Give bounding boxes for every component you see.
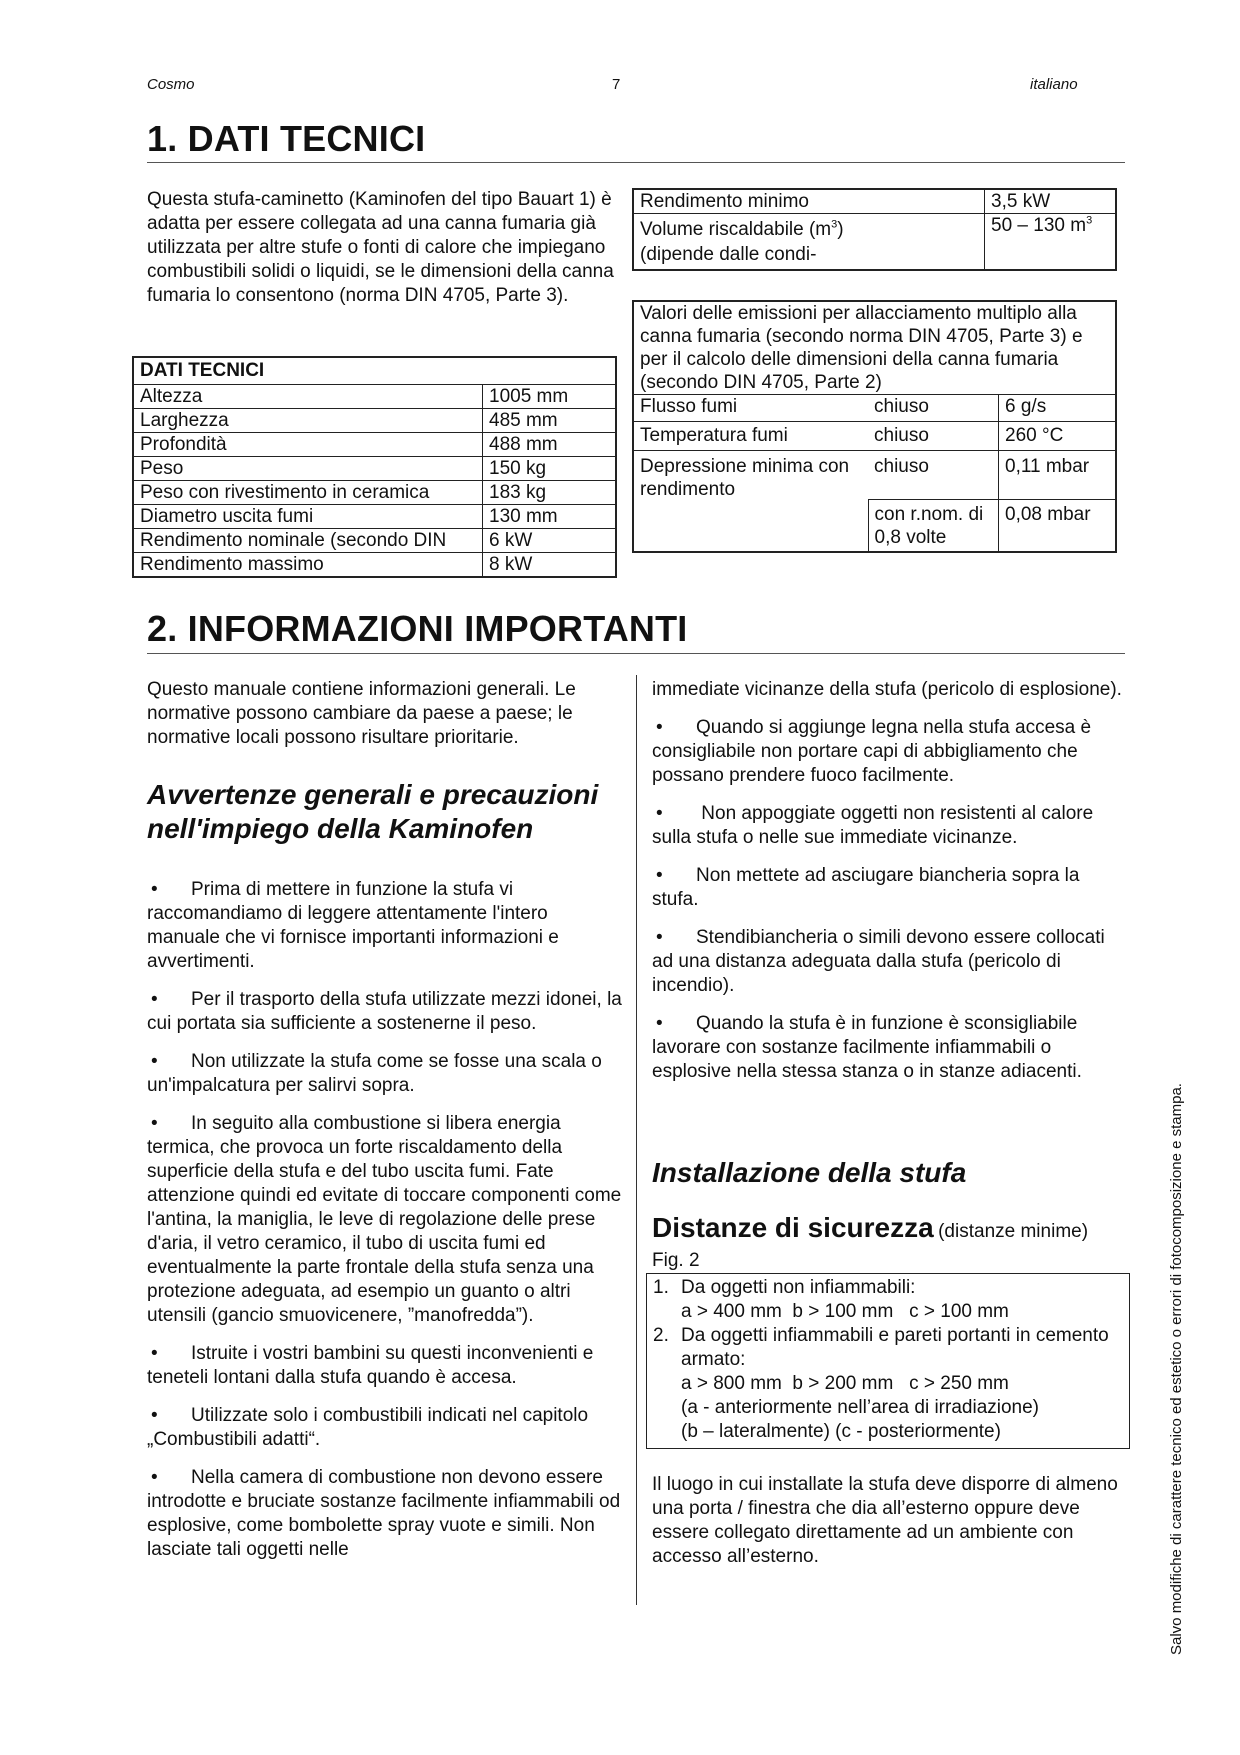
table-row [133, 409, 616, 433]
list-item: • Utilizzate solo i combustibili indicati nel capitolo „Combustibili adatti“. [147, 1405, 589, 1450]
right-column [652, 678, 1130, 1569]
table-row [133, 529, 616, 553]
tech-label: Larghezza [133, 409, 483, 433]
emission-condition: chiuso [868, 395, 999, 422]
list-item: • Istruite i vostri bambini su questi inconvenienti e teneteli lontani dalla stufa quando è accesa. [147, 1343, 594, 1388]
closing-paragraph: Il luogo in cui installate la stufa deve disporre di almeno una porta / finestra che dia all’esterno oppure deve essere collegato direttamente ad un ambiente con accesso all’esterno. [652, 1474, 1118, 1567]
tech-label: Peso con rivestimento in ceramica [133, 481, 483, 505]
header-left: Cosmo [147, 76, 195, 93]
tech-value: 183 kg [483, 481, 617, 505]
perf-label: Rendimento minimo [633, 189, 985, 214]
perf-label: Volume riscaldabile $(m^3)$ (dipende dalle condi- [633, 214, 985, 271]
table-row [633, 395, 1116, 422]
emission-condition: con r.nom. di 0,8 volte [868, 500, 999, 553]
distance-note: (distanze minime) [938, 1221, 1089, 1242]
section-1-intro: Questa stufa-caminetto (Kaminofen del tipo Bauart 1) è adatta per essere collegata ad una canna fumaria già utilizzata per altre stufe o fonti di calore che impiegano combustibili solidi o liquidi, se le dimensioni della canna fumaria lo consentono (norma DIN 4705, Parte 3). [147, 189, 614, 306]
tech-value: 1005 mm [483, 385, 617, 409]
header-right: italiano [1030, 76, 1078, 93]
tech-value: 8 kW [483, 553, 617, 578]
table-row [133, 505, 616, 529]
fig-label: Fig. 2 [652, 1250, 700, 1271]
list-item: • Non appoggiate oggetti non resistenti al calore sulla stufa o nelle sue immediate vicinanze. [652, 803, 1094, 848]
emission-label: Temperatura fumi [633, 422, 868, 451]
tech-table-heading: DATI TECNICI [133, 357, 616, 385]
list-item: 1. Da oggetti non infiammabili: a > 400 mm b > 100 mm c > 100 mm [653, 1277, 1009, 1322]
tech-value: 150 kg [483, 457, 617, 481]
perf-value: 3,5 kW [985, 189, 1117, 214]
list-item: • Non mettete ad asciugare biancheria sopra la stufa. [652, 865, 1080, 910]
section-2-rule [147, 653, 1125, 654]
section-2-title: 2. INFORMAZIONI IMPORTANTI [147, 608, 688, 649]
emission-label: Depressione minima con rendimento [633, 451, 868, 553]
performance-table [632, 188, 1117, 271]
section-1-title: 1. DATI TECNICI [147, 118, 426, 159]
installation-heading: Installazione della stufa [652, 1157, 967, 1188]
table-row [133, 457, 616, 481]
tech-value: 130 mm [483, 505, 617, 529]
emission-value: 0,11 mbar [999, 451, 1117, 500]
table-row [133, 481, 616, 505]
left-column [147, 678, 622, 1562]
tech-data-table [132, 356, 617, 578]
tech-label: Diametro uscita fumi [133, 505, 483, 529]
table-row [633, 189, 1116, 214]
emission-table [632, 300, 1117, 553]
side-note: Salvo modifiche di carattere tecnico ed estetico o errori di fotocomposizione e stampa. [1168, 1083, 1185, 1655]
tech-label: Profondità [133, 433, 483, 457]
distance-heading [652, 1212, 1130, 1249]
list-item: • Quando si aggiunge legna nella stufa accesa è consigliabile non portare capi di abbigliamento che possano prendere fuoco facilmente. [652, 717, 1092, 786]
list-item: • Nella camera di combustione non devono essere introdotte e bruciate sostanze facilmente infiammabili od esplosive, come bombolette spray vuote e simili. Non lasciate tali oggetti nelle [147, 1467, 621, 1560]
section-2-intro: Questo manuale contiene informazioni generali. Le normative possono cambiare da paese a paese; le normative locali possono risultare prioritarie. [147, 679, 576, 748]
emission-intro: Valori delle emissioni per allacciamento multiplo alla canna fumaria (secondo norma DIN 4705, Parte 3) e per il calcolo delle dimensioni della canna fumaria (secondo DIN 4705, Parte 2) [633, 301, 1116, 395]
emission-value: 6 g/s [999, 395, 1117, 422]
tech-value: 488 mm [483, 433, 617, 457]
list-item: • Quando la stufa è in funzione è sconsigliabile lavorare con sostanze facilmente infiammabili o esplosive nella stessa stanza o in stanze adiacenti. [652, 1013, 1082, 1082]
column-divider [636, 675, 637, 1605]
continuation-text: immediate vicinanze della stufa (pericolo di esplosione). [652, 679, 1122, 700]
table-row [133, 553, 616, 578]
tech-label: Rendimento nominale (secondo DIN [133, 529, 483, 553]
distance-title: Distanze di sicurezza [652, 1212, 934, 1243]
emission-value: 260 °C [999, 422, 1117, 451]
perf-value: 50 – 130 $m^3$ [985, 214, 1117, 271]
tech-label: Altezza [133, 385, 483, 409]
emission-condition: chiuso [868, 451, 999, 500]
list-item: • Prima di mettere in funzione la stufa vi raccomandiamo di leggere attentamente l'intero manuale che vi fornisce importanti informazioni e avvertimenti. [147, 879, 559, 972]
list-item: • In seguito alla combustione si libera energia termica, che provoca un forte riscaldamento della superficie della stufa e del tubo uscita fumi. Fate attenzione quindi ed evitate di toccare componenti come l'antina, la maniglia, le leve di regolazione delle prese d'aria, il vetro ceramico, il tubo di uscita fumi ed eventualmente la parte frontale della stufa senza una protezione adeguata, ad esempio un guanto o altri utensili (gancio smuovicenere, ”manofredda”). [147, 1113, 622, 1326]
list-item: • Stendibiancheria o simili devono essere collocati ad una distanza adeguata dalla stufa (pericolo di incendio). [652, 927, 1105, 996]
table-row [133, 385, 616, 409]
tech-value: 485 mm [483, 409, 617, 433]
warnings-heading: Avvertenze generali e precauzioni nell'impiego della Kaminofen [147, 779, 599, 844]
tech-value: 6 kW [483, 529, 617, 553]
page-number: 7 [612, 76, 621, 93]
list-item: • Non utilizzate la stufa come se fosse una scala o un'impalcatura per salirvi sopra. [147, 1051, 602, 1096]
table-row [633, 451, 1116, 500]
tech-label: Peso [133, 457, 483, 481]
list-item: 2. Da oggetti infiammabili e pareti portanti in cemento armato: a > 800 mm b > 200 mm c > 250 mm (a - anteriormente nell’area di irradiazione) (b – lateralmente) (c - posteriormente) [653, 1325, 1109, 1442]
list-item: • Per il trasporto della stufa utilizzate mezzi idonei, la cui portata sia sufficiente a sostenerne il peso. [147, 989, 622, 1034]
emission-value: 0,08 mbar [999, 500, 1117, 553]
emission-label: Flusso fumi [633, 395, 868, 422]
table-row [133, 433, 616, 457]
section-1-rule [147, 162, 1125, 163]
table-row [633, 214, 1116, 271]
table-row [633, 422, 1116, 451]
emission-condition: chiuso [868, 422, 999, 451]
distance-box [646, 1273, 1130, 1449]
tech-label: Rendimento massimo [133, 553, 483, 578]
